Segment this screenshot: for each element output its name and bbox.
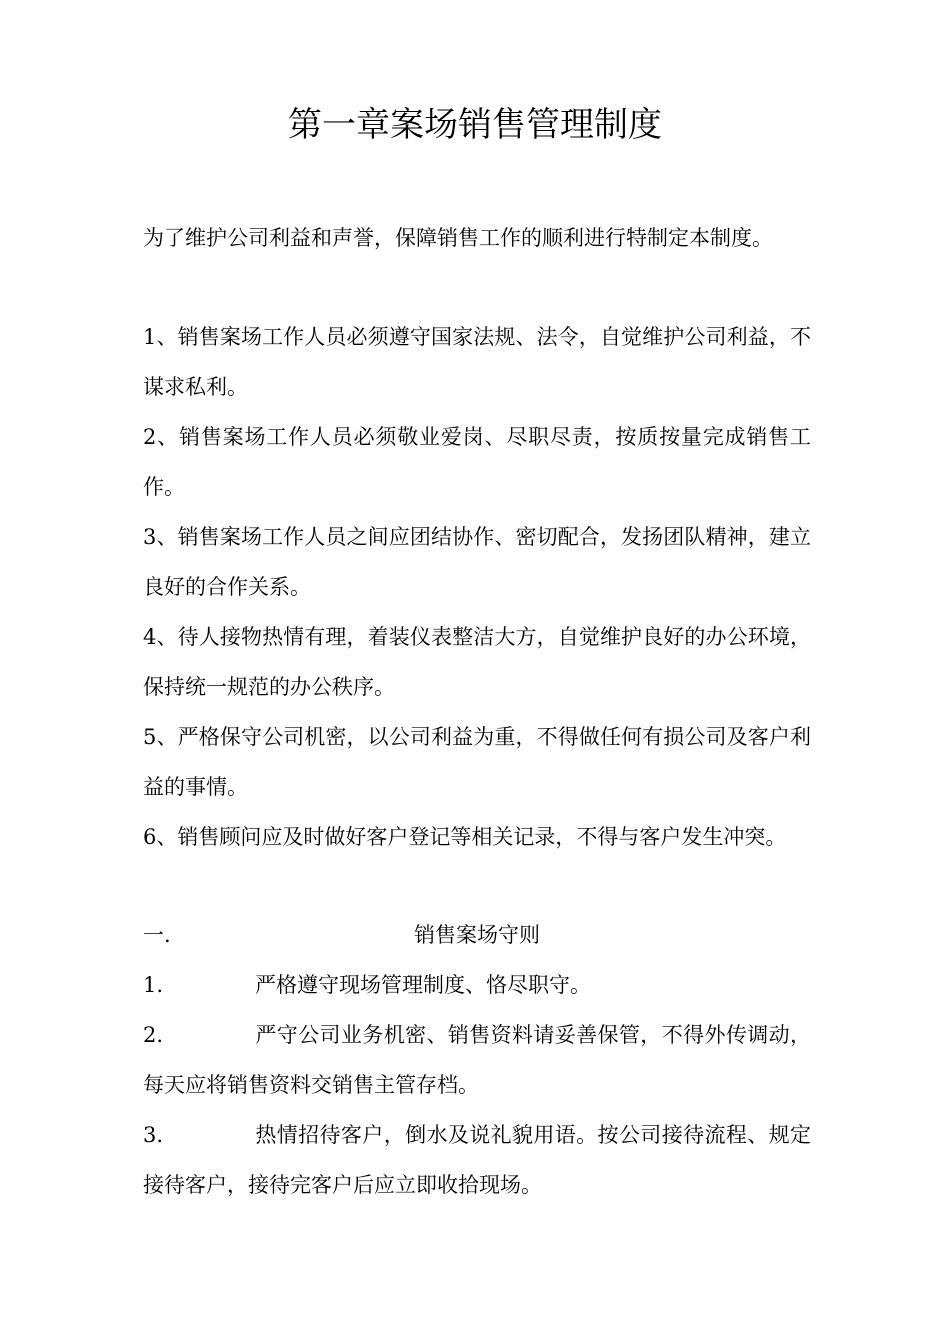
guideline-number: 1. xyxy=(143,973,164,997)
guideline-number: 2. xyxy=(143,1023,164,1047)
document-title: 第一章案场销售管理制度 xyxy=(288,105,662,145)
section-number: 一. xyxy=(143,923,171,947)
guidelines-list xyxy=(143,960,811,1210)
section-header xyxy=(143,910,811,960)
guideline-text: 严守公司业务机密、销售资料请妥善保管，不得外传调动，每天应将销售资料交销售主管存档。 xyxy=(143,1023,811,1097)
rule-item: 3、销售案场工作人员之间应团结协作、密切配合，发扬团队精神，建立良好的合作关系。 xyxy=(143,525,811,599)
guideline-number: 3. xyxy=(143,1123,164,1147)
rule-item: 5、严格保守公司机密，以公司利益为重，不得做任何有损公司及客户利益的事情。 xyxy=(143,725,811,799)
rule-item: 4、待人接物热情有理，着装仪表整洁大方，自觉维护良好的办公环境，保持统一规范的办公秩序。 xyxy=(143,625,811,699)
guideline-text: 严格遵守现场管理制度、恪尽职守。 xyxy=(255,973,591,997)
rule-item: 2、销售案场工作人员必须敬业爱岗、尽职尽责，按质按量完成销售工作。 xyxy=(143,425,811,499)
rule-item: 6、销售顾问应及时做好客户登记等相关记录，不得与客户发生冲突。 xyxy=(143,825,787,849)
rules-list xyxy=(143,312,811,862)
guideline-item xyxy=(143,1110,811,1210)
rule-item: 1、销售案场工作人员必须遵守国家法规、法令，自觉维护公司利益，不谋求私利。 xyxy=(143,325,811,399)
section-heading: 销售案场守则 xyxy=(414,923,540,947)
intro-paragraph: 为了维护公司利益和声誉，保障销售工作的顺利进行特制定本制度。 xyxy=(143,226,773,250)
guideline-item xyxy=(143,1010,811,1110)
guideline-text: 热情招待客户，倒水及说礼貌用语。按公司接待流程、规定接待客户，接待完客户后应立即收拾现场。 xyxy=(143,1123,811,1197)
guideline-item xyxy=(143,960,811,1010)
